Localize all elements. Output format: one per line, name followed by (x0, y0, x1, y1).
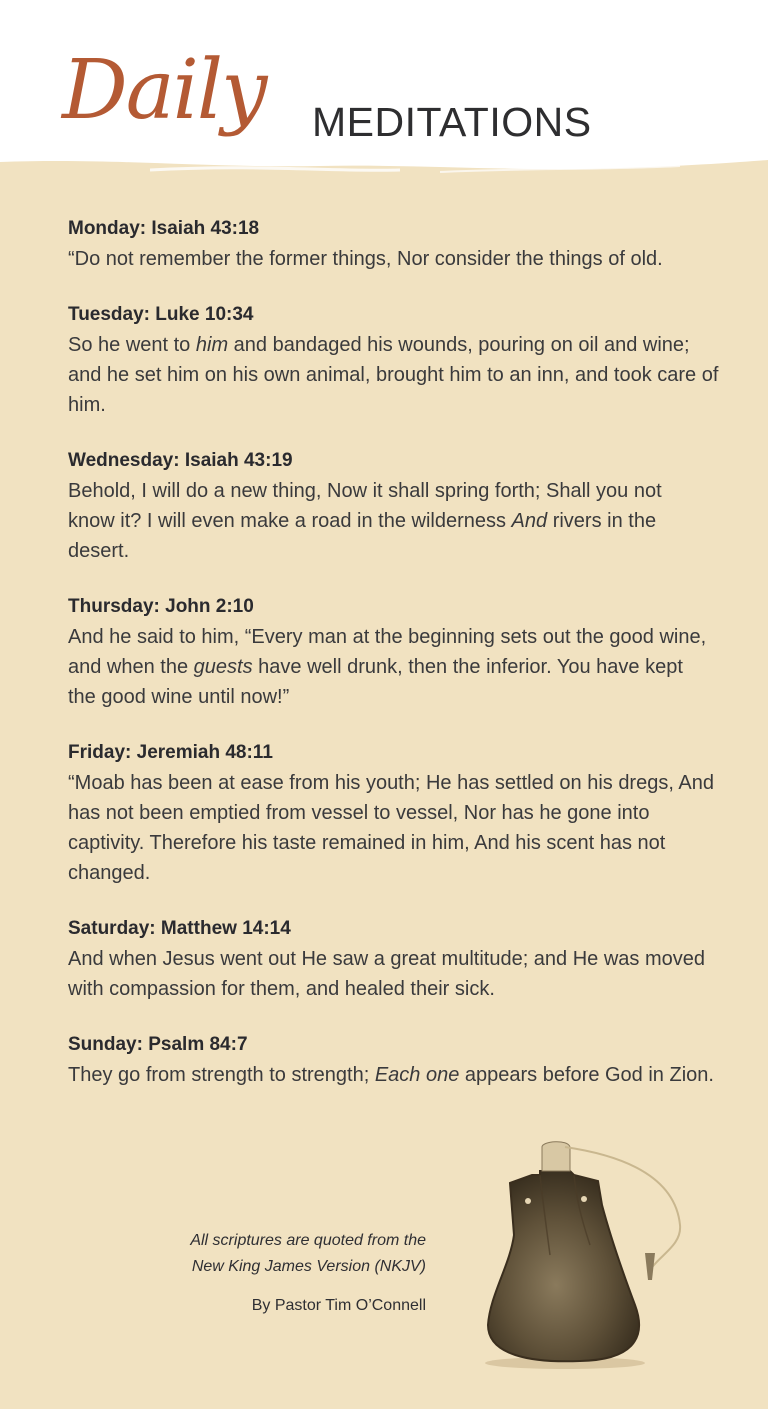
entry-wednesday (68, 446, 728, 566)
entry-body (68, 244, 668, 274)
brush-edge-decoration (0, 150, 768, 190)
title-script-daily (62, 43, 266, 138)
entry-friday (68, 738, 728, 888)
verse-text: rivers in the desert. (68, 510, 657, 562)
scripture-source-note (190, 1228, 426, 1280)
emphasis-text: Each one (374, 1064, 460, 1086)
entry-monday (68, 214, 728, 274)
emphasis-text: And (511, 510, 548, 532)
meditations-list (68, 214, 728, 1090)
verse-text: And when Jesus went out He saw a great multitude; and He was moved with compassion for them, and healed their sick. (68, 948, 706, 1000)
emphasis-text: him (195, 334, 229, 356)
title-script-text: Daily (62, 43, 266, 138)
entry-body (68, 476, 668, 566)
entry-heading: Sunday: Psalm 84:7 (68, 1034, 248, 1055)
entry-body (68, 1060, 728, 1090)
entry-tuesday (68, 300, 728, 420)
entry-saturday (68, 914, 728, 1004)
verse-text: They go from strength to strength; (68, 1064, 375, 1086)
title-meditations: MEDITATIONS (312, 99, 592, 145)
entry-thursday (68, 592, 728, 712)
entry-body (68, 944, 728, 1004)
verse-text: “Moab has been at ease from his youth; He has settled on his dregs, And has not been emptied from vessel to vessel, Nor has he gone into captivity. Therefore his taste remained in him, And his scent has not changed. (68, 772, 714, 884)
emphasis-text: guests (193, 656, 253, 678)
verse-text: So he went to (68, 334, 196, 356)
entry-heading: Wednesday: Isaiah 43:19 (68, 450, 293, 471)
verse-text: have well drunk, then the inferior. You have kept the good wine until now!” (68, 656, 683, 708)
verse-text: And he said to him, “Every man at the beginning sets out the good wine, and when the (68, 626, 707, 678)
note-line-1: All scriptures are quoted from the (190, 1232, 426, 1249)
header-banner (0, 0, 768, 175)
entry-sunday (68, 1030, 728, 1090)
entry-heading: Saturday: Matthew 14:14 (68, 918, 291, 939)
entry-heading: Monday: Isaiah 43:18 (68, 218, 260, 239)
entry-body (68, 330, 728, 420)
author-credit: By Pastor Tim O’Connell (251, 1297, 426, 1314)
entry-heading: Thursday: John 2:10 (68, 596, 254, 617)
verse-text: and bandaged his wounds, pouring on oil and wine; and he set him on his own animal, brought him to an inn, and took care of him. (68, 334, 719, 416)
verse-text: Behold, I will do a new thing, Now it shall spring forth; Shall you not know it? I will even make a road in the wilderness (68, 480, 662, 532)
entry-body (68, 768, 718, 888)
verse-text: appears before God in Zion. (459, 1064, 714, 1086)
verse-text: “Do not remember the former things, Nor consider the things of old. (68, 248, 663, 270)
entry-heading: Tuesday: Luke 10:34 (68, 304, 254, 325)
wineskin-illustration (470, 1135, 700, 1375)
entry-heading: Friday: Jeremiah 48:11 (68, 742, 273, 763)
entry-body (68, 622, 708, 712)
note-line-2: New King James Version (NKJV) (191, 1258, 426, 1275)
